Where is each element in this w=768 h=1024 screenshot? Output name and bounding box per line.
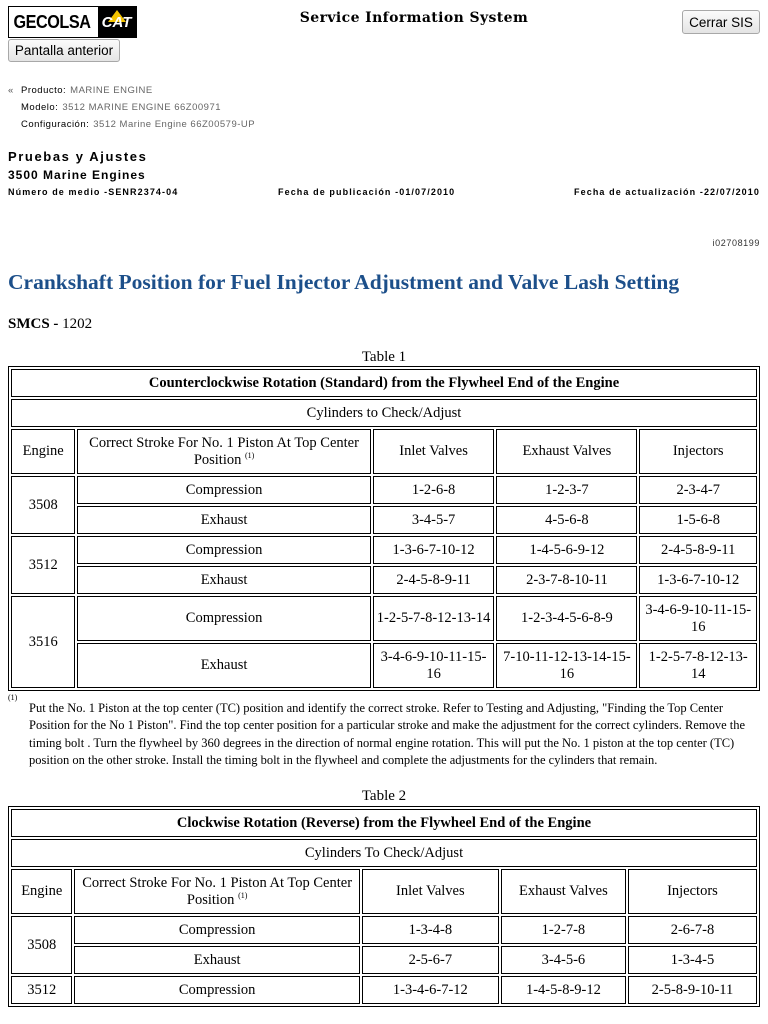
column-header: Inlet Valves	[373, 429, 495, 474]
page-title: Crankshaft Position for Fuel Injector Adjustment and Valve Lash Setting	[8, 270, 680, 294]
inlet-cell: 1-3-4-6-7-12	[362, 976, 499, 1004]
product-label: Producto:	[21, 85, 67, 96]
exhaust-cell: 1-4-5-6-9-12	[496, 536, 637, 564]
engine-cell: 3508	[11, 476, 75, 534]
footnote-text: Put the No. 1 Piston at the top center (TC) position and identify the correct stroke. Refer to Testing and Adjusting, "Finding the Top Center Position for the No 1 Piston". Find the top center position for a particular stroke and make the adjustment for the correct cylinders. Remove the timing bolt . Turn the flywheel by 360 degrees in the direction of normal engine rotation. This will put the No. 1 piston at the top center (TC) position on the other stroke. Install the timing bolt in the flywheel and complete the adjustments for the cylinders that remain.	[29, 701, 746, 767]
cat-logo-icon: CAT	[98, 7, 136, 37]
table-row	[11, 596, 757, 641]
table1-caption: Table 1	[361, 349, 407, 365]
exhaust-cell: 1-2-3-4-5-6-8-9	[496, 596, 637, 641]
exhaust-cell: 4-5-6-8	[496, 506, 637, 534]
engine-cell: 3512	[11, 536, 75, 594]
close-sis-button[interactable]: Cerrar SIS	[682, 10, 760, 34]
section-subtitle: 3500 Marine Engines	[8, 168, 146, 182]
table-row	[11, 643, 757, 688]
column-header: Engine	[11, 869, 72, 914]
stroke-cell: Compression	[74, 976, 359, 1004]
media-number: Número de medio -SENR2374-04	[8, 187, 179, 197]
stroke-cell: Exhaust	[77, 643, 370, 688]
table2-caption: Table 2	[361, 788, 407, 804]
table1-subheader: Cylinders to Check/Adjust	[11, 399, 757, 427]
table1-title: Counterclockwise Rotation (Standard) from the Flywheel End of the Engine	[11, 369, 757, 397]
column-header: Injectors	[628, 869, 757, 914]
logo-text: GECOLSA	[9, 7, 94, 37]
table1	[8, 366, 760, 691]
column-header: Correct Stroke For No. 1 Piston At Top Center Position $^{(1)}$	[74, 869, 359, 914]
table2	[8, 806, 760, 1007]
inlet-cell: 1-3-4-8	[362, 916, 499, 944]
engine-cell: 3508	[11, 916, 72, 974]
table-row	[11, 976, 757, 1004]
stroke-cell: Compression	[77, 536, 370, 564]
configuration-label: Configuración:	[21, 119, 90, 130]
update-date: Fecha de actualización -22/07/2010	[574, 187, 760, 197]
inlet-cell: 1-2-6-8	[373, 476, 495, 504]
stroke-cell: Exhaust	[77, 506, 370, 534]
stroke-cell: Compression	[74, 916, 359, 944]
table2-title: Clockwise Rotation (Reverse) from the Flywheel End of the Engine	[11, 809, 757, 837]
injectors-cell: 3-4-6-9-10-11-15-16	[639, 596, 757, 641]
stroke-cell: Compression	[77, 596, 370, 641]
table-row	[11, 916, 757, 944]
injectors-cell: 1-3-6-7-10-12	[639, 566, 757, 594]
model-value: 3512 MARINE ENGINE 66Z00971	[62, 102, 222, 113]
column-header: Exhaust Valves	[496, 429, 637, 474]
injectors-cell: 1-5-6-8	[639, 506, 757, 534]
table-row	[11, 566, 757, 594]
injectors-cell: 2-6-7-8	[628, 916, 757, 944]
product-value: MARINE ENGINE	[70, 85, 153, 96]
column-header: Engine	[11, 429, 75, 474]
table-row	[11, 536, 757, 564]
injectors-cell: 2-3-4-7	[639, 476, 757, 504]
footnote: (1) Put the No. 1 Piston at the top center (TC) position and identify the correct stroke. Refer to Testing and Adjusting, "Finding the Top Center Position for the No 1 Piston". Find the top center position for a particular stroke and make the adjustment for the correct cylinders. Remove the timing bolt . Turn the flywheel by 360 degrees in the direction of normal engine rotation. This will put the No. 1 piston at the top center (TC) position on the other stroke. Install the timing bolt in the flywheel and complete the adjustments for the cylinders that remain.	[8, 700, 753, 769]
column-header: Correct Stroke For No. 1 Piston At Top Center Position $^{(1)}$	[77, 429, 370, 474]
section-title: Pruebas y Ajustes	[8, 149, 148, 164]
table-row	[11, 506, 757, 534]
column-header: Inlet Valves	[362, 869, 499, 914]
system-title: Service Information System	[299, 10, 529, 26]
exhaust-cell: 1-4-5-8-9-12	[501, 976, 626, 1004]
inlet-cell: 2-5-6-7	[362, 946, 499, 974]
exhaust-cell: 1-2-3-7	[496, 476, 637, 504]
table2-subheader: Cylinders To Check/Adjust	[11, 839, 757, 867]
stroke-cell: Compression	[77, 476, 370, 504]
injectors-cell: 2-4-5-8-9-11	[639, 536, 757, 564]
publication-date: Fecha de publicación -01/07/2010	[278, 187, 456, 197]
collapse-arrows-icon[interactable]: «	[8, 85, 14, 96]
exhaust-cell: 1-2-7-8	[501, 916, 626, 944]
column-header: Exhaust Valves	[501, 869, 626, 914]
product-info	[8, 82, 255, 133]
previous-screen-button[interactable]: Pantalla anterior	[8, 39, 120, 62]
inlet-cell: 3-4-5-7	[373, 506, 495, 534]
inlet-cell: 1-2-5-7-8-12-13-14	[373, 596, 495, 641]
stroke-cell: Exhaust	[77, 566, 370, 594]
footnote-ref[interactable]: (1)	[244, 450, 255, 460]
engine-cell: 3512	[11, 976, 72, 1004]
smcs-code	[8, 316, 92, 333]
table-row	[11, 476, 757, 504]
table-row	[11, 946, 757, 974]
injectors-cell: 2-5-8-9-10-11	[628, 976, 757, 1004]
document-id: i02708199	[712, 238, 760, 248]
publication-info	[8, 187, 760, 201]
injectors-cell: 1-3-4-5	[628, 946, 757, 974]
engine-cell: 3516	[11, 596, 75, 688]
smcs-label: SMCS -	[8, 316, 59, 332]
inlet-cell: 3-4-6-9-10-11-15-16	[373, 643, 495, 688]
inlet-cell: 2-4-5-8-9-11	[373, 566, 495, 594]
exhaust-cell: 7-10-11-12-13-14-15-16	[496, 643, 637, 688]
exhaust-cell: 2-3-7-8-10-11	[496, 566, 637, 594]
injectors-cell: 1-2-5-7-8-12-13-14	[639, 643, 757, 688]
inlet-cell: 1-3-6-7-10-12	[373, 536, 495, 564]
model-label: Modelo:	[21, 102, 59, 113]
smcs-value: 1202	[62, 316, 93, 332]
stroke-cell: Exhaust	[74, 946, 359, 974]
configuration-value: 3512 Marine Engine 66Z00579-UP	[93, 119, 256, 130]
footnote-ref[interactable]: (1)	[238, 890, 248, 900]
column-header: Injectors	[639, 429, 757, 474]
exhaust-cell: 3-4-5-6	[501, 946, 626, 974]
